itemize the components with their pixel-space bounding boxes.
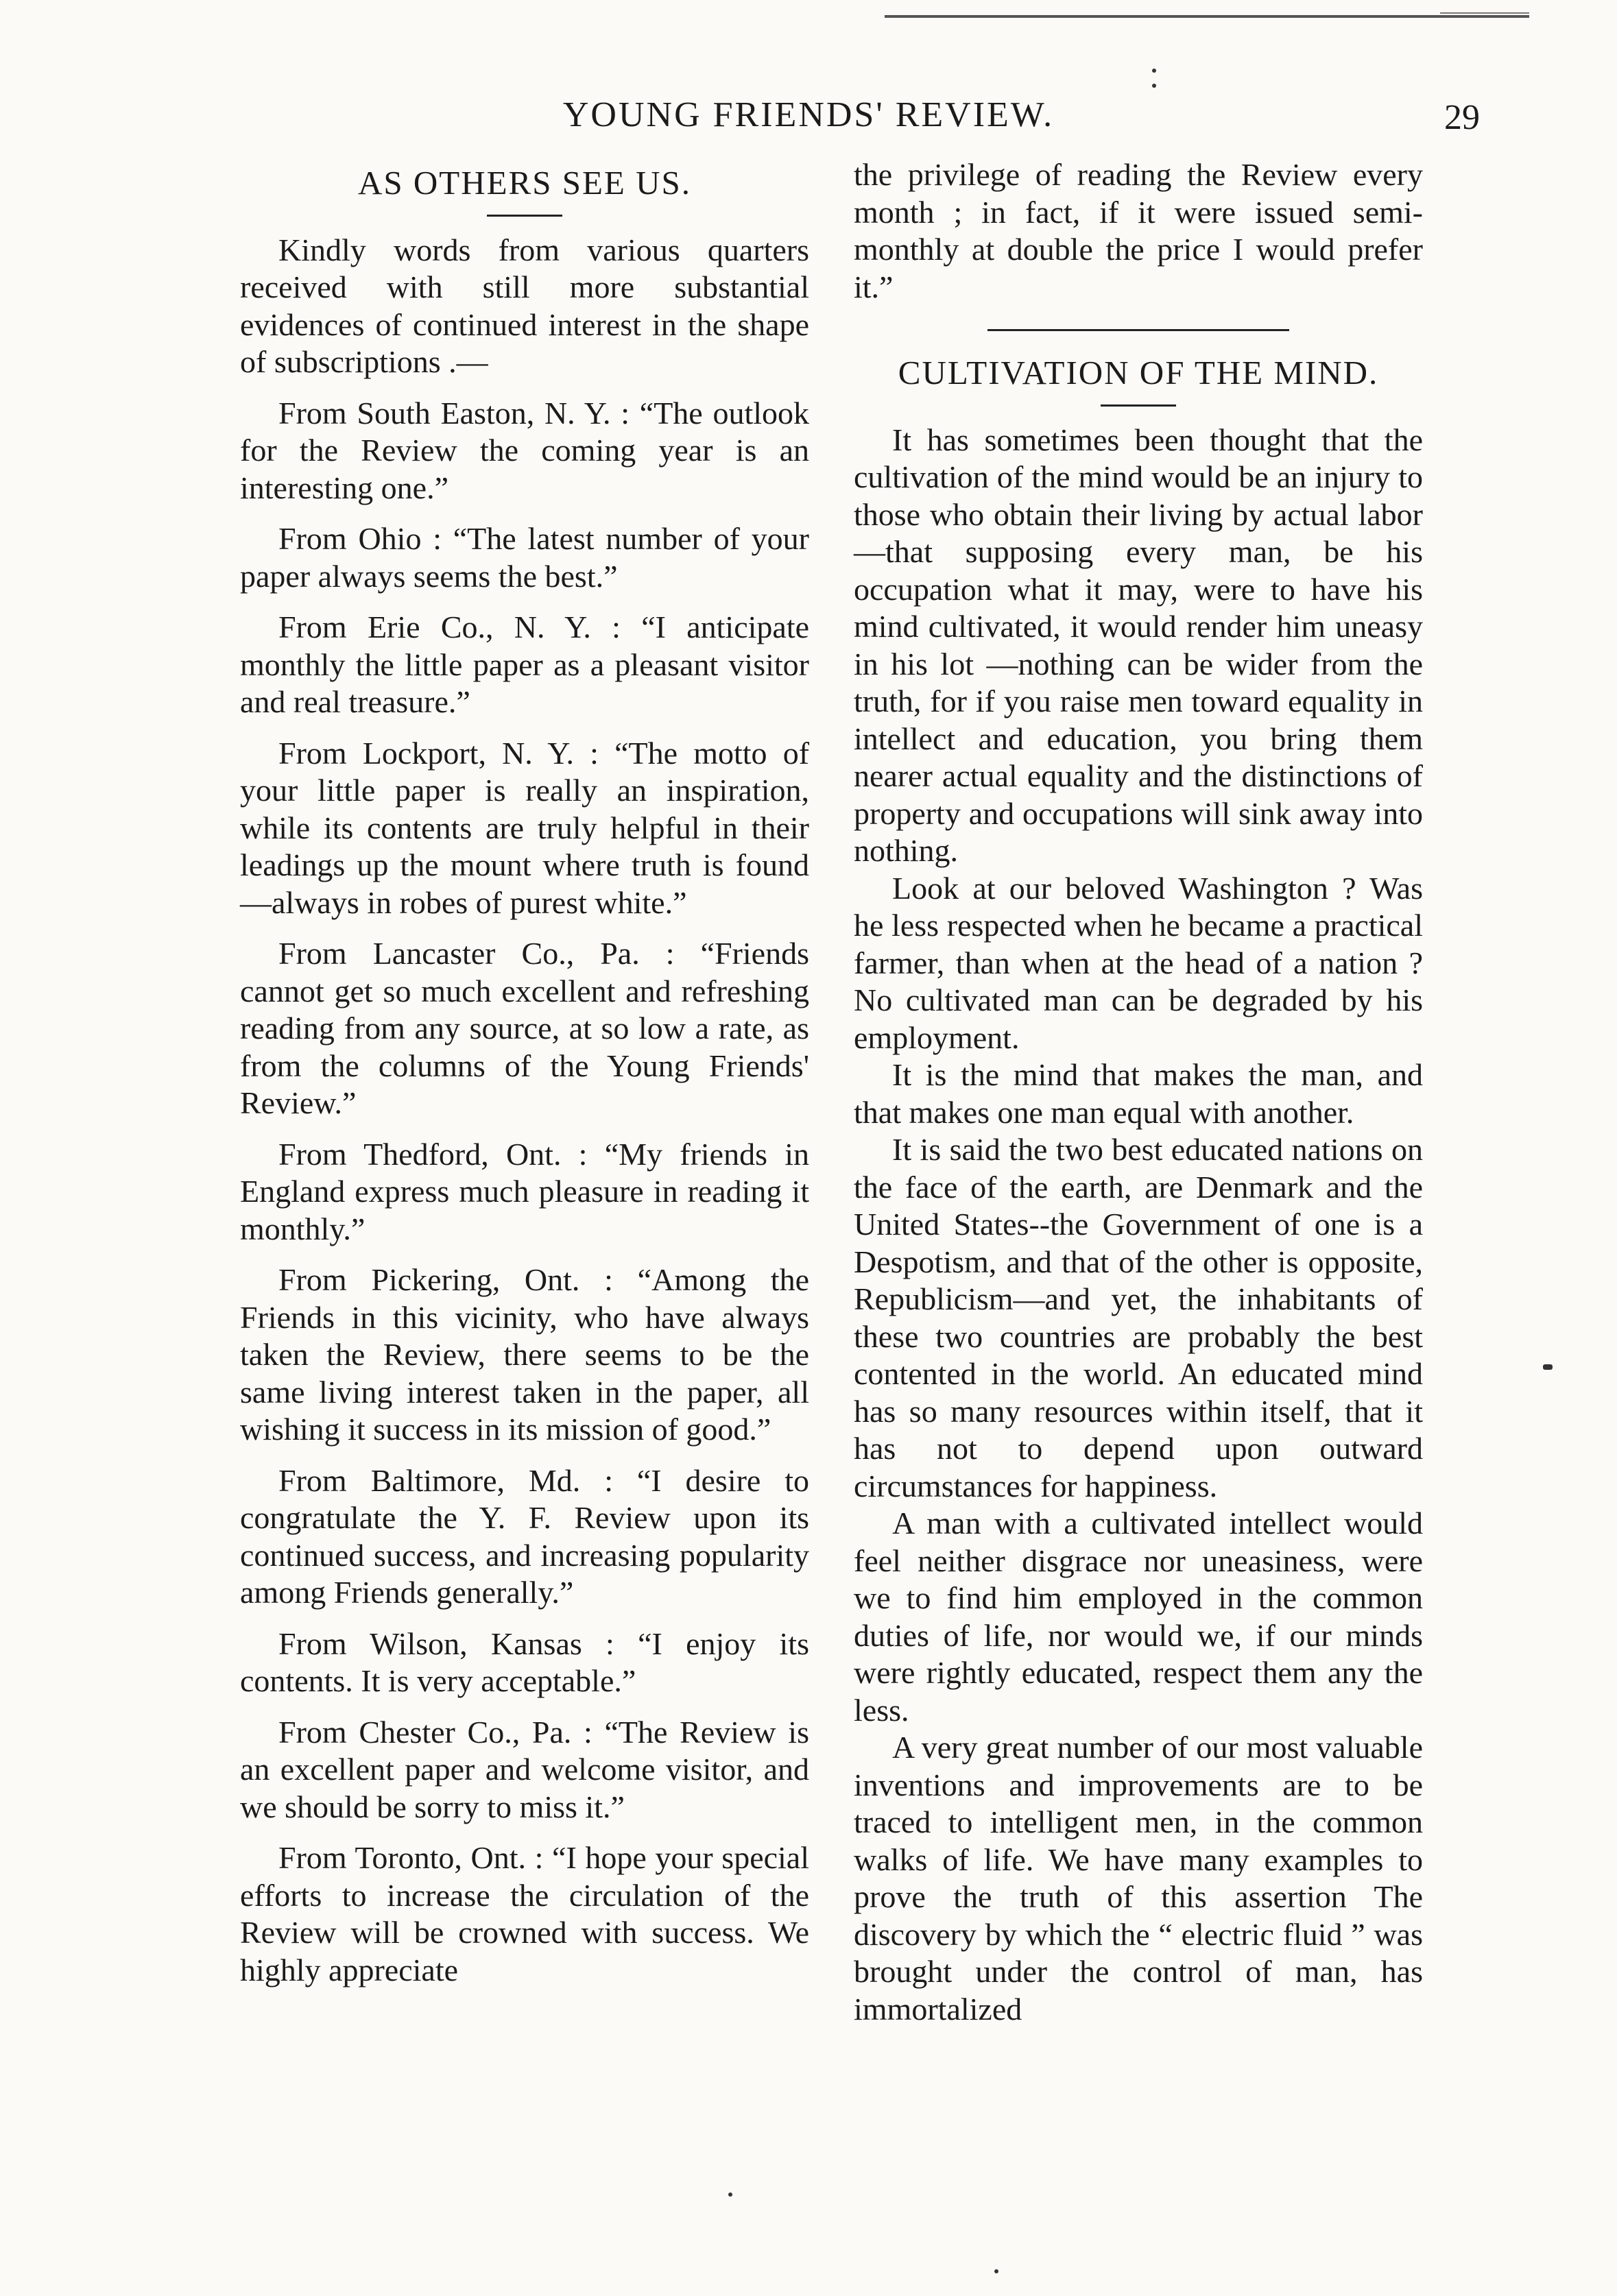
letter-quote: “I hope your special efforts to increase the circulation of the Review will be crowned with success. We highly appreciate	[240, 1840, 810, 1987]
letter-place: From Lockport, N. Y. :	[278, 735, 599, 771]
letter-excerpt	[240, 935, 809, 1122]
letter-place: From Pickering, Ont. :	[278, 1262, 613, 1297]
letter-excerpt	[240, 735, 809, 922]
letter-excerpt	[240, 1136, 809, 1248]
letter-place: From South Easton, N. Y. :	[278, 395, 630, 431]
letter-place: From Ohio :	[278, 521, 442, 556]
article-title: CULTIVATION OF THE MIND.	[898, 354, 1379, 391]
scan-speck	[1152, 69, 1156, 73]
letter-quote: “The outlook for the Review the coming year is an interesting one.”	[240, 395, 810, 505]
right-column	[854, 156, 1423, 2028]
scan-artifact-line	[885, 15, 1529, 18]
article-body	[854, 422, 1423, 2029]
section-rule	[987, 329, 1289, 331]
letter-quote: “I desire to congratulate the Y. F. Review upon its continued success, and increasing popularity among Friends generally.”	[240, 1462, 809, 1610]
body-paragraph: It has sometimes been thought that the cultivation of the mind would be an injury to those who obtain their living by actual labor—that supposing every man, be his occupation what it may, were to have his mind cultivated, it would render him uneasy in his lot —nothing can be wider from the truth, for if you raise men toward equality in intellect and education, you bring them nearer actual equality and the distinctions of property and occupations will sink away into nothing.	[854, 422, 1423, 868]
left-column	[240, 156, 809, 2003]
letter-quote: “I anticipate monthly the little paper as a pleasant visitor and real treasure.”	[240, 609, 810, 719]
page-header	[0, 95, 1617, 149]
letter-quote: “I enjoy its contents. It is very acceptable.”	[240, 1626, 809, 1698]
letter-place: From Wilson, Kansas :	[278, 1626, 614, 1661]
letter-quote: “The latest number of your paper always seems the best.”	[240, 521, 809, 594]
body-paragraph: It is said the two best educated nations on the face of the earth, are Denmark and the United States--the Government of one is a Despotism, and that of the other is opposite, Republicism—and yet, the inhabitants of these two countries are probably the best contented in the world. An educated mind has so many resources within itself, that it has not to depend upon outward circumstances for happiness.	[854, 1132, 1423, 1503]
letter-excerpt	[240, 1839, 809, 1989]
scan-artifact-line	[1440, 12, 1529, 14]
letter-excerpt	[240, 609, 809, 721]
page-number: 29	[1444, 98, 1480, 137]
letter-excerpt	[240, 1714, 809, 1826]
scan-speck	[1152, 84, 1156, 88]
letter-excerpt	[240, 1462, 809, 1612]
letter-quote: “Among the Friends in this vicinity, who have always taken the Review, there seems to be the same living interest taken in the paper, all wishing it success in its mission of good.”	[240, 1262, 810, 1447]
title-rule	[1101, 404, 1176, 407]
letters-list	[240, 395, 809, 1990]
body-paragraph: A very great number of our most valuable inventions and improvements are to be traced to intelligent men, in the common walks of life. We have many examples to prove the truth of this assertion The discovery by which the “ electric fluid ” was brought under the control of man, has immortalized	[854, 1730, 1423, 2027]
letter-quote: “The Review is an excellent paper and welcome visitor, and we should be sorry to miss it.”	[240, 1714, 809, 1824]
letter-place: From Chester Co., Pa. :	[278, 1714, 592, 1750]
letter-place: From Erie Co., N. Y. :	[278, 609, 621, 644]
letter-excerpt	[240, 520, 809, 595]
article-title: AS OTHERS SEE US.	[358, 164, 691, 202]
title-rule	[487, 215, 562, 217]
scan-speck	[1543, 1364, 1553, 1370]
continuation-paragraph: the privilege of reading the Review every month ; in fact, if it were issued semi-monthly at double the price I would prefer it.”	[854, 157, 1423, 304]
scan-speck	[728, 2192, 732, 2197]
letter-excerpt	[240, 1261, 809, 1449]
letter-place: From Baltimore, Md. :	[278, 1462, 613, 1498]
letter-place: From Toronto, Ont. :	[278, 1840, 544, 1875]
scan-speck	[994, 2269, 998, 2273]
intro-paragraph: Kindly words from various quarters received with still more substantial evidences of continued interest in the shape of subscriptions .—	[240, 232, 809, 379]
letter-place: From Lancaster Co., Pa. :	[278, 936, 675, 971]
letter-excerpt	[240, 395, 809, 507]
letter-place: From Thedford, Ont. :	[278, 1136, 588, 1172]
body-paragraph: Look at our beloved Washington ? Was he less respected when he became a practical farmer, than when at the head of a nation ? No cultivated man can be degraded by his employment.	[854, 870, 1423, 1055]
letter-quote: “The motto of your little paper is really an inspiration, while its contents are truly helpful in their leadings up the mount where truth is found—always in robes of purest white.”	[240, 735, 810, 920]
running-title: YOUNG FRIENDS' REVIEW.	[562, 95, 1055, 134]
letter-excerpt	[240, 1626, 809, 1700]
body-paragraph: It is the mind that makes the man, and that makes one man equal with another.	[854, 1057, 1423, 1130]
body-paragraph: A man with a cultivated intellect would feel neither disgrace nor uneasiness, were we to find him employed in the common duties of life, nor would we, if our minds were rightly educated, respect them any the less.	[854, 1506, 1423, 1728]
letter-quote: “My friends in England express much pleasure in reading it monthly.”	[240, 1136, 809, 1246]
letter-quote: “Friends cannot get so much excellent and refreshing reading from any source, at so low a rate, as from the columns of the Young Friends' Review.”	[240, 936, 809, 1120]
